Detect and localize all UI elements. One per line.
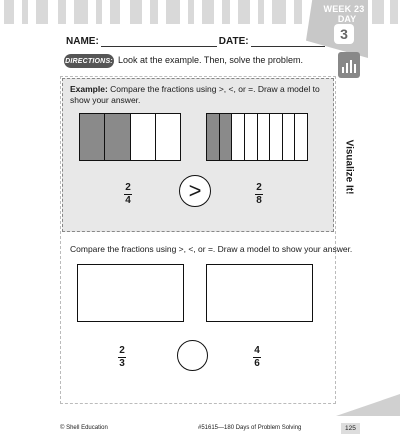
problem-left-fraction xyxy=(118,345,126,369)
unshaded-part xyxy=(131,114,156,160)
example-comparison-circle xyxy=(179,175,211,207)
week-label: WEEK 23 xyxy=(323,4,365,14)
example-left-model xyxy=(79,113,181,161)
shaded-part xyxy=(105,114,130,160)
unshaded-part xyxy=(258,114,271,160)
date-line[interactable] xyxy=(251,37,325,47)
comparison-symbol: > xyxy=(188,178,202,203)
bar-chart-icon xyxy=(338,52,360,78)
problem-instructions: Compare the fractions using >, <, or =. Draw a model to show your answer. xyxy=(70,244,353,254)
left-model-drawing-area[interactable] xyxy=(77,264,184,322)
answer-comparison-circle[interactable] xyxy=(177,340,208,371)
unshaded-part xyxy=(245,114,258,160)
day-number: 3 xyxy=(340,26,348,42)
example-instructions xyxy=(70,84,330,106)
fraction-denominator: 4 xyxy=(125,195,131,206)
example-right-model xyxy=(206,113,308,161)
date-label: DATE: xyxy=(218,36,249,47)
fraction-numerator: 2 xyxy=(119,345,125,356)
example-left-fraction xyxy=(124,182,132,206)
fraction-denominator: 6 xyxy=(254,358,260,369)
right-model-drawing-area[interactable] xyxy=(206,264,313,322)
section-title: Visualize It! xyxy=(343,139,355,195)
unshaded-part xyxy=(283,114,296,160)
day-label: DAY xyxy=(337,14,357,24)
footer-book-title: #51615—180 Days of Problem Solving xyxy=(198,425,302,431)
directions-badge: DIRECTIONS: xyxy=(64,54,114,68)
shaded-part xyxy=(207,114,220,160)
fraction-numerator: 2 xyxy=(256,182,262,193)
fraction-numerator: 2 xyxy=(125,182,131,193)
name-date-row xyxy=(66,36,325,47)
example-text: Compare the fractions using >, <, or =. Draw a model to show your answer. xyxy=(70,84,320,105)
footer-copyright: © Shell Education xyxy=(60,425,108,431)
shaded-part xyxy=(80,114,105,160)
fraction-denominator: 3 xyxy=(119,358,125,369)
fraction-denominator: 8 xyxy=(256,195,262,206)
name-label: NAME: xyxy=(66,36,99,47)
example-right-fraction xyxy=(255,182,263,206)
section-title-vertical xyxy=(337,122,361,212)
fraction-numerator: 4 xyxy=(254,345,260,356)
unshaded-part xyxy=(295,114,307,160)
name-line[interactable] xyxy=(101,37,217,47)
shaded-part xyxy=(220,114,233,160)
unshaded-part xyxy=(232,114,245,160)
page-number: 125 xyxy=(341,423,360,434)
corner-decoration xyxy=(336,394,400,416)
unshaded-part xyxy=(156,114,180,160)
day-number-badge xyxy=(334,24,354,44)
example-label: Example: xyxy=(70,84,108,94)
directions-text: Look at the example. Then, solve the problem. xyxy=(118,55,303,65)
unshaded-part xyxy=(270,114,283,160)
problem-right-fraction xyxy=(253,345,261,369)
